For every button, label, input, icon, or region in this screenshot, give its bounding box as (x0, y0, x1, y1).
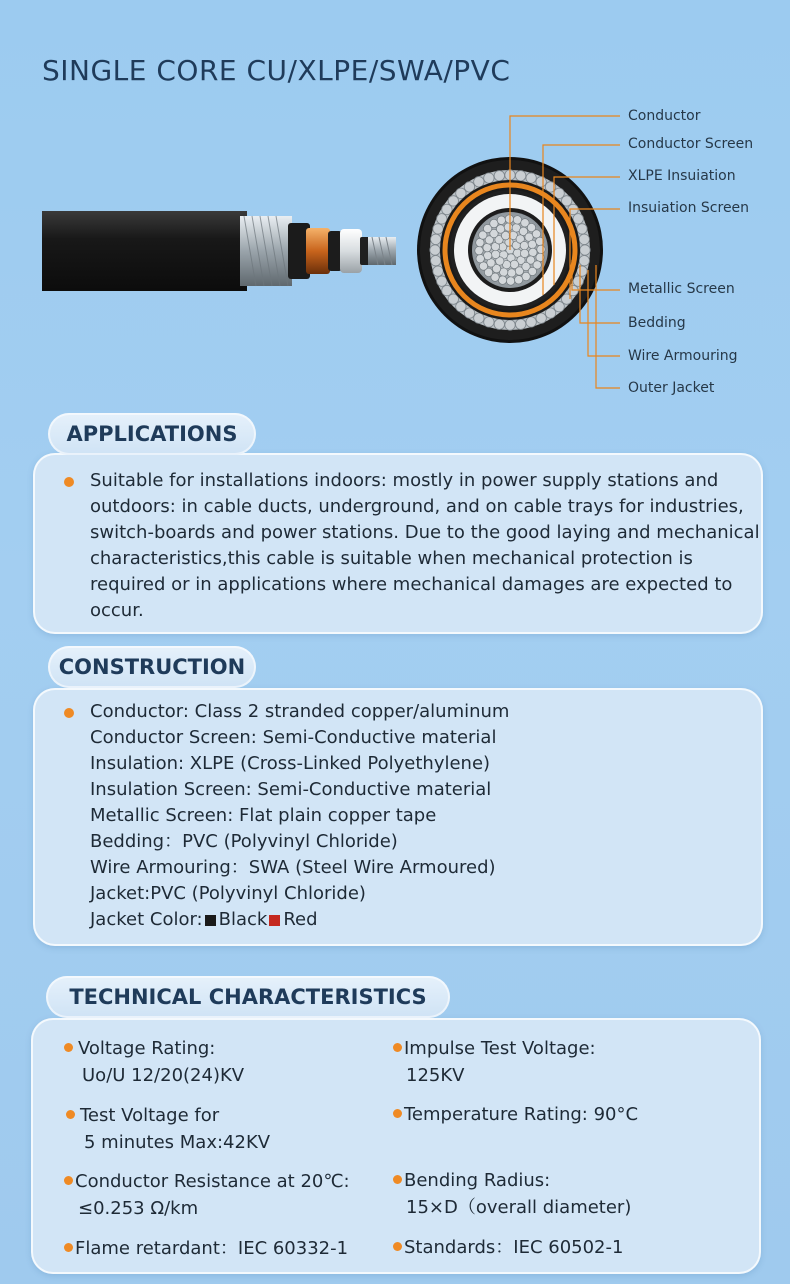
bullet-dot (393, 1242, 402, 1251)
technical-heading: TECHNICAL CHARACTERISTICS (46, 976, 450, 1018)
armour-wire (437, 214, 447, 224)
test-voltage: Test Voltage for 5 minutes Max:42KV (66, 1102, 270, 1156)
armour-wire (433, 266, 443, 276)
conductor-strand (476, 238, 484, 246)
conductor-strand (513, 216, 521, 224)
voltage-rating: Voltage Rating: Uo/U 12/20(24)KV (64, 1035, 244, 1089)
armour-wire (515, 171, 525, 181)
armour-wire (494, 319, 504, 329)
applications-bullet (64, 477, 74, 487)
armour-wire (536, 177, 546, 187)
bullet-dot (66, 1110, 75, 1119)
construction-text: Conductor: Class 2 stranded copper/aluminum Conductor Screen: Semi-Conductive material Insulation: XLPE (Cross-Linked Polyethylene) Insulation Screen: Semi-Conductive material Metallic Screen: Flat plain copper tape Bedding：PVC (Polyvinyl Chloride) Wire Armouring：SWA (Steel Wire Armoured) Jacket:PVC (Polyvinyl Chloride) Jacket Color: Black Red (90, 699, 509, 933)
label-insulation-screen: Insuiation Screen (628, 200, 750, 216)
conductor-strand (498, 276, 506, 284)
black-swatch (205, 915, 216, 926)
conductor-strand (506, 277, 514, 285)
cable-side-view (42, 211, 396, 291)
label-outer-jacket: Outer Jacket (628, 380, 715, 396)
armour-wire (431, 255, 441, 265)
conductor-strand (475, 246, 483, 254)
construction-heading: CONSTRUCTION (48, 646, 256, 688)
conductor-strand (476, 254, 484, 262)
bullet-dot (64, 1243, 73, 1252)
label-wire-armouring: Wire Armouring (628, 348, 738, 364)
applications-text: Suitable for installations indoors: mostly in power supply stations and outdoors: in cable ducts, underground, and on cable trays for industries, switch-boards and power stations. Due to the good laying and mechanical characteristics,this cable is suitable when mechanical protection is required or in applications where mechanical damages are expected to occur. (90, 470, 760, 621)
label-conductor: Conductor (628, 108, 701, 124)
page-title: SINGLE CORE CU/XLPE/SWA/PVC (42, 54, 511, 87)
conductor-strand (507, 269, 515, 277)
conductor-strand (497, 216, 505, 224)
red-swatch (269, 915, 280, 926)
flame-retardant: Flame retardant：IEC 60332-1 (64, 1235, 348, 1262)
armour-wire (577, 224, 587, 234)
conductor-strand (504, 223, 512, 231)
conductor-resistance: Conductor Resistance at 20℃: ≤0.253 Ω/km (64, 1168, 350, 1222)
armour-wire (430, 245, 440, 255)
label-metallic-screen: Metallic Screen (628, 281, 735, 297)
armour-wire (484, 173, 494, 183)
bullet-dot (393, 1175, 402, 1184)
armour-wire (474, 313, 484, 323)
armour-wire (526, 317, 536, 327)
construction-bullet (64, 708, 74, 718)
conductor-strand (505, 215, 513, 223)
armour-wire (573, 214, 583, 224)
conductor-strand (537, 245, 545, 253)
armour-wire (577, 266, 587, 276)
armour-wire (484, 317, 494, 327)
jacket-color-line: Jacket Color: Black Red (90, 909, 318, 930)
bullet-dot (64, 1043, 73, 1052)
armour-wire (515, 319, 525, 329)
bullet-dot (393, 1109, 402, 1118)
bending-radius: Bending Radius: 15×D（overall diameter) (393, 1167, 631, 1221)
conductor-strand (520, 241, 528, 249)
armour-wire (536, 313, 546, 323)
armour-wire (494, 171, 504, 181)
armour-wire (437, 276, 447, 286)
conductor-strand (520, 249, 528, 257)
armour-wire (579, 234, 589, 244)
armour-wire (433, 224, 443, 234)
label-bedding: Bedding (628, 315, 686, 331)
conductor-strand (529, 248, 537, 256)
bullet-dot (393, 1043, 402, 1052)
armour-wire (431, 234, 441, 244)
bullet-dot (64, 1176, 73, 1185)
armour-wire (505, 320, 515, 330)
temperature-rating: Temperature Rating: 90°C (393, 1101, 638, 1128)
cable-illustration (0, 95, 790, 405)
impulse-test-voltage: Impulse Test Voltage: 125KV (393, 1035, 596, 1089)
armour-wire (474, 177, 484, 187)
label-conductor-screen: Conductor Screen (628, 136, 754, 152)
armour-wire (580, 245, 590, 255)
conductor-strand (514, 276, 522, 284)
label-xlpe-insulation: XLPE Insuiation (628, 168, 736, 184)
conductor-strand (491, 250, 499, 258)
armour-wire (573, 276, 583, 286)
armour-wire (526, 173, 536, 183)
conductor-strand (483, 243, 491, 251)
armour-wire (579, 255, 589, 265)
applications-heading: APPLICATIONS (48, 413, 256, 455)
standards: Standards：IEC 60502-1 (393, 1234, 623, 1261)
